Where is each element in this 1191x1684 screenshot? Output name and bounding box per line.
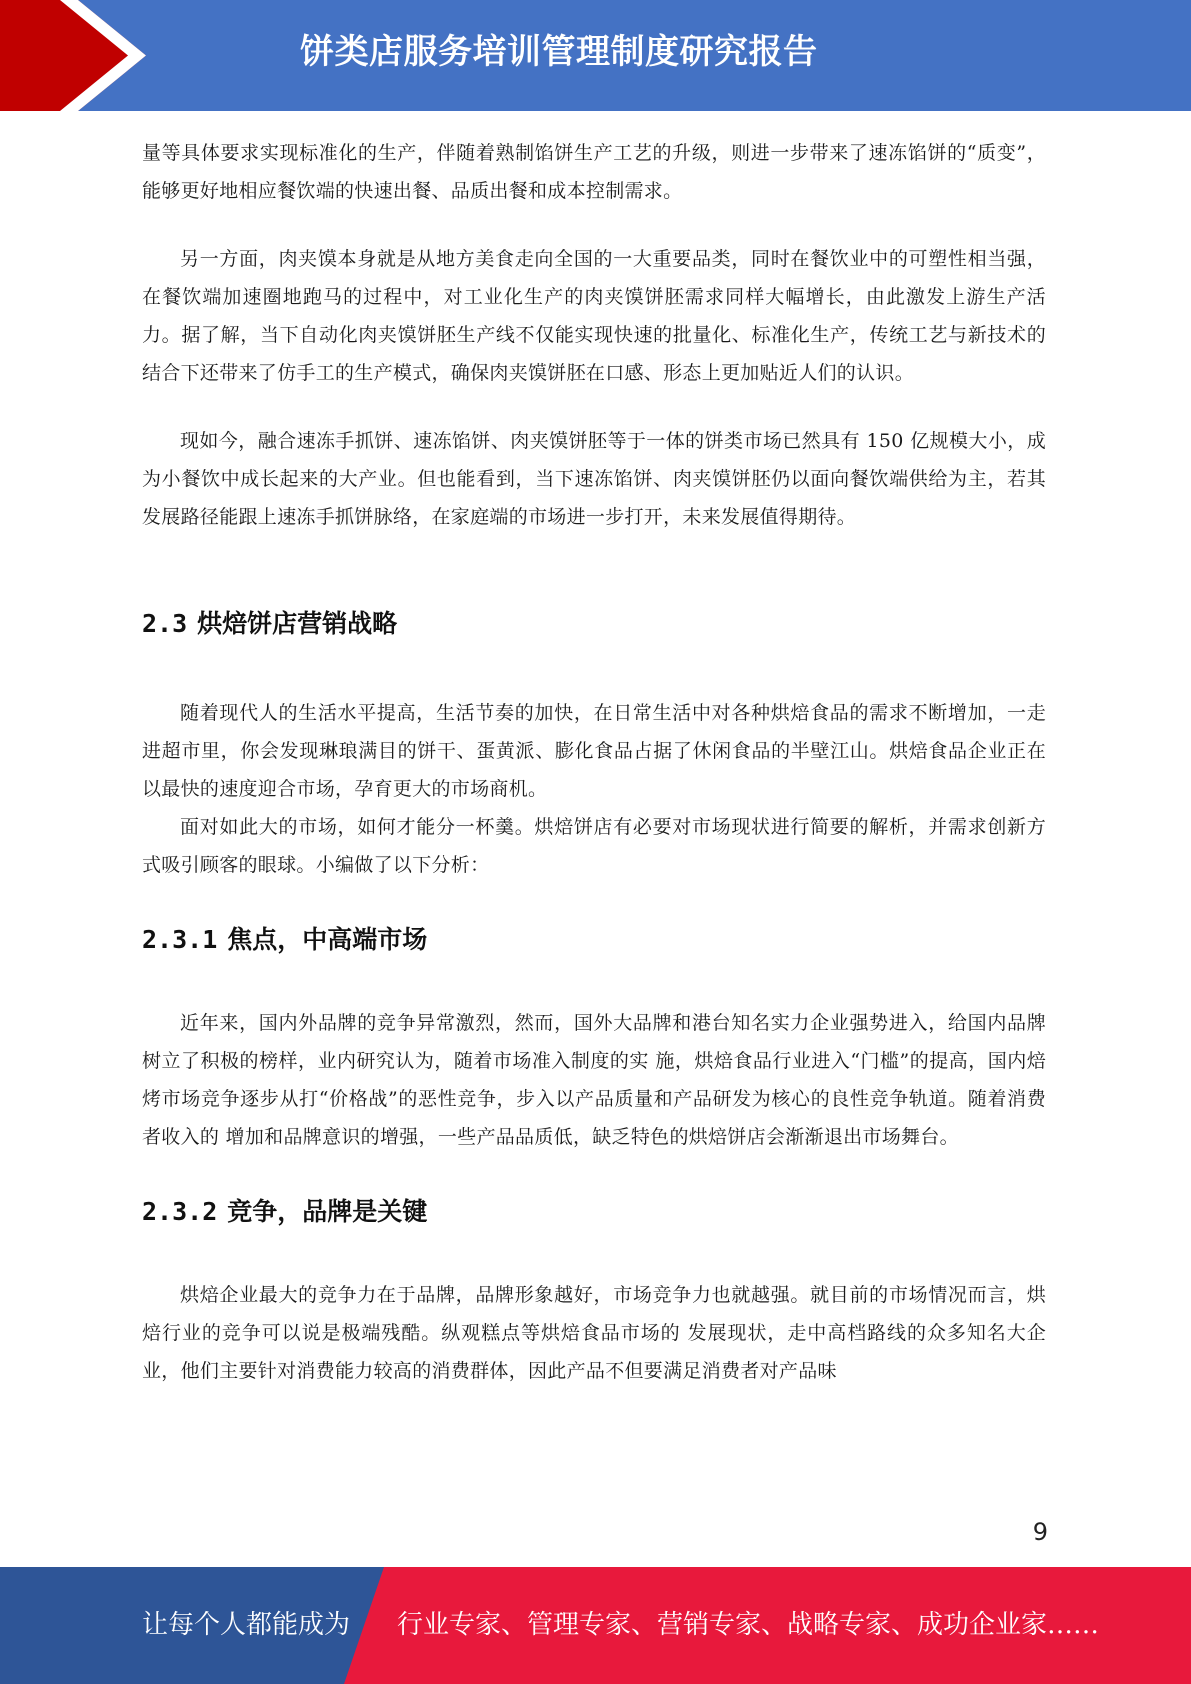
footer-slogan-right: 行业专家、管理专家、营销专家、战略专家、成功企业家…… (397, 1610, 1100, 1640)
subsection-heading (142, 1194, 1046, 1230)
paragraph: 另一方面，肉夹馍本身就是从地方美食走向全国的一大重要品类，同时在餐饮业中的可塑性相当强，在餐饮端加速圈地跑马的过程中，对工业化生产的肉夹馍饼胚需求同样大幅增长，由此激发上游生产活力。据了解，当下自动化肉夹馍饼胚生产线不仅能实现快速的批量化、标准化生产，传统工艺与新技术的结合下还带来了仿手工的生产模式，确保肉夹馍饼胚在口感、形态上更加贴近人们的认识。 (142, 248, 1046, 384)
paragraph: 近年来，国内外品牌的竞争异常激烈，然而，国外大品牌和港台知名实力企业强势进入，给国内品牌树立了积极的榜样，业内研究认为，随着市场准入制度的实 施，烘焙食品行业进入“门槛”的提高，国内焙烤市场竞争逐步从打“价格战”的恶性竞争，步入以产品质量和产品研发为核心的良性竞争轨道。随着消费者收入的 增加和品牌意识的增强，一些产品品质低，缺乏特色的烘焙饼店会渐渐退出市场舞台。 (142, 1012, 1046, 1148)
paragraph: 烘焙企业最大的竞争力在于品牌，品牌形象越好，市场竞争力也就越强。就目前的市场情况而言，烘焙行业的竞争可以说是极端残酷。纵观糕点等烘焙食品市场的 发展现状，走中高档路线的众多知名大企业，他们主要针对消费能力较高的消费群体，因此产品不但要满足消费者对产品味 (142, 1284, 1046, 1382)
footer-slogan-left: 让每个人都能成为 (142, 1610, 351, 1640)
subsection-title: 焦点，中高端市场 (227, 925, 428, 954)
section-title: 烘焙饼店营销战略 (197, 609, 398, 638)
paragraph: 随着现代人的生活水平提高，生活节奏的加快，在日常生活中对各种烘焙食品的需求不断增加，一走进超市里，你会发现琳琅满目的饼干、蛋黄派、膨化食品占据了休闲食品的半壁江山。烘焙食品企业正在以最快的速度迎合市场，孕育更大的市场商机。 (142, 702, 1046, 800)
document-title: 饼类店服务培训管理制度研究报告 (300, 32, 818, 72)
subsection-heading (142, 922, 1046, 958)
subsection-number: 2.3.2 (142, 1197, 218, 1226)
paragraph: 现如今，融合速冻手抓饼、速冻馅饼、肉夹馍饼胚等于一体的饼类市场已然具有 150 亿规模大小，成为小餐饮中成长起来的大产业。但也能看到，当下速冻馅饼、肉夹馍饼胚仍以面向餐饮端供给为主，若其发展路径能跟上速冻手抓饼脉络，在家庭端的市场进一步打开，未来发展值得期待。 (142, 430, 1046, 528)
page-footer (0, 1567, 1191, 1684)
paragraph: 量等具体要求实现标准化的生产，伴随着熟制馅饼生产工艺的升级，则进一步带来了速冻馅饼的“质变”，能够更好地相应餐饮端的快速出餐、品质出餐和成本控制需求。 (142, 142, 1046, 202)
section-heading (142, 606, 1046, 642)
section-number: 2.3 (142, 609, 188, 638)
subsection-number: 2.3.1 (142, 925, 218, 954)
page-header (0, 0, 1191, 111)
paragraph: 面对如此大的市场，如何才能分一杯羹。烘焙饼店有必要对市场现状进行简要的解析，并需求创新方式吸引顾客的眼球。小编做了以下分析： (142, 816, 1046, 876)
page-number: 9 (1032, 1518, 1048, 1546)
header-arrow-decoration (0, 0, 160, 111)
subsection-title: 竞争，品牌是关键 (227, 1197, 428, 1226)
page-body (142, 134, 1046, 1390)
